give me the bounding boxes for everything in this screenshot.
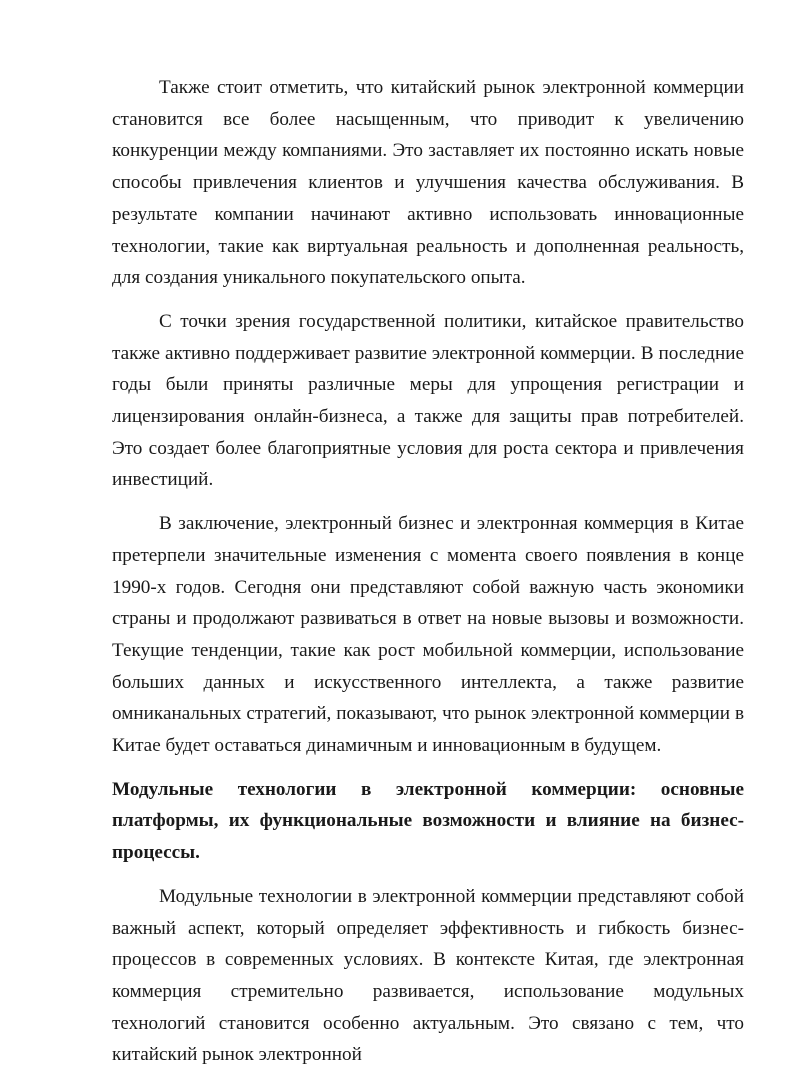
section-heading: Модульные технологии в электронной коммерции: основные платформы, их функциональные возможности и влияние на бизнес-процессы. [112,778,744,864]
paragraph-modular-technologies: Модульные технологии в электронной коммерции представляют собой важный аспект, который определяет эффективность и гибкость бизнес-процессов в современных условиях. В контексте Китая, где электронная коммерция стремительно развивается, использование модульных технологий становится особенно актуальным. Это связано с тем, что китайский рынок электронной [112,885,744,1066]
paragraph-government-policy: С точки зрения государственной политики, китайское правительство также активно поддерживает развитие электронной коммерции. В последние годы были приняты различные меры для упрощения регистрации и лицензирования онлайн-бизнеса, а также для защиты прав потребителей. Это создает более благоприятные условия для роста сектора и привлечения инвестиций. [112,310,744,491]
paragraph-conclusion: В заключение, электронный бизнес и электронная коммерция в Китае претерпели значительные изменения с момента своего появления в конце 1990-х годов. Сегодня они представляют собой важную часть экономики страны и продолжают развиваться в ответ на новые вызовы и возможности. Текущие тенденции, такие как рост мобильной коммерции, использование больших данных и искусственного интеллекта, а также развитие омниканальных стратегий, показывают, что рынок электронной коммерции в Китае будет оставаться динамичным и инновационным в будущем. [112,513,744,757]
document-body [112,72,744,1083]
paragraph-market-saturation: Также стоит отметить, что китайский рынок электронной коммерции становится все более насыщенным, что приводит к увеличению конкуренции между компаниями. Это заставляет их постоянно искать новые способы привлечения клиентов и улучшения качества обслуживания. В результате компании начинают активно использовать инновационные технологии, такие как виртуальная реальность и дополненная реальность, для создания уникального покупательского опыта. [112,77,744,289]
